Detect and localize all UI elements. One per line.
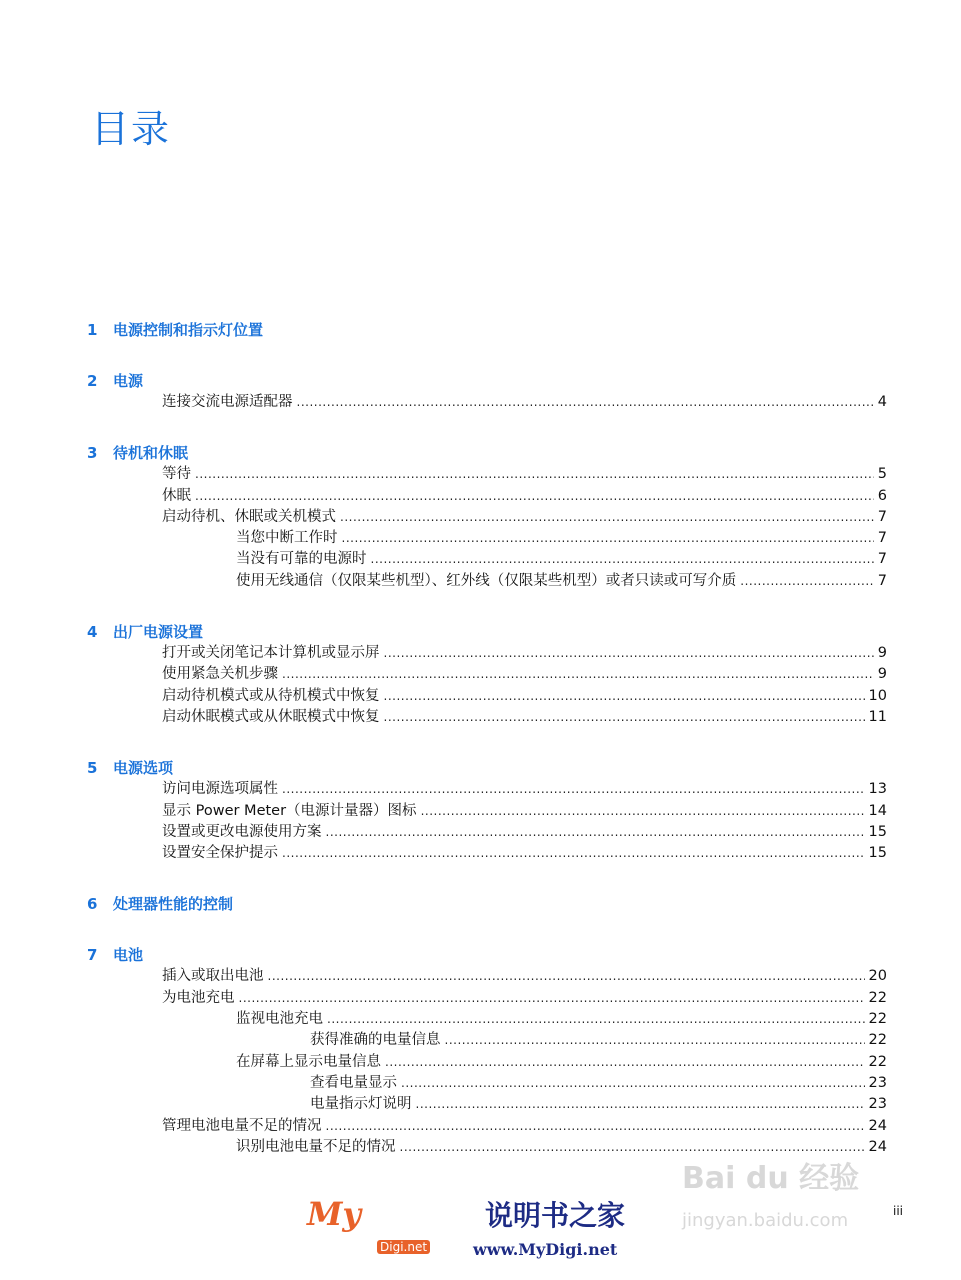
dot-leader [326, 822, 865, 843]
entry-label: 设置或更改电源使用方案 [162, 823, 322, 840]
entry-label: 启动待机模式或从待机模式中恢复 [162, 687, 380, 704]
dot-leader [421, 801, 865, 822]
page-title: 目录 [91, 107, 172, 151]
toc-entry[interactable] [0, 392, 961, 413]
entry-page: 9 [877, 645, 887, 662]
chapter-title[interactable]: 电池 [113, 946, 144, 965]
chapter-heading[interactable] [0, 621, 961, 643]
entry-label: 获得准确的电量信息 [310, 1032, 441, 1049]
chapter-number: 3 [87, 444, 98, 463]
chapter-title[interactable]: 出厂电源设置 [113, 623, 204, 642]
page-number: iii [893, 1204, 904, 1218]
entry-label: 查看电量显示 [310, 1074, 397, 1091]
chapter-number: 7 [87, 946, 98, 965]
toc-entry[interactable] [0, 988, 961, 1009]
chapter-number: 1 [87, 321, 98, 339]
watermark-brand: Bai du 经验 [682, 1161, 860, 1196]
entry-label: 插入或取出电池 [162, 968, 264, 985]
entry-page: 22 [868, 1011, 887, 1028]
dot-leader [326, 1116, 865, 1137]
entry-label: 启动待机、休眠或关机模式 [162, 508, 336, 525]
entry-page: 9 [877, 666, 887, 683]
entry-label: 管理电池电量不足的情况 [162, 1117, 322, 1134]
watermark-url: jingyan.baidu.com [682, 1210, 849, 1231]
chapter-number: 6 [87, 895, 98, 914]
toc-chapter [0, 893, 961, 915]
entry-page: 15 [868, 823, 887, 840]
entry-label: 等待 [162, 466, 191, 483]
toc-chapter [0, 621, 961, 728]
entry-page: 22 [868, 1053, 887, 1070]
dot-leader [342, 528, 874, 549]
logo-my: My [307, 1195, 362, 1233]
entry-label: 设置安全保护提示 [162, 845, 278, 862]
toc-entry[interactable] [0, 1009, 961, 1030]
entry-page: 6 [877, 487, 887, 504]
toc-entry[interactable] [0, 571, 961, 592]
table-of-contents [0, 319, 961, 1158]
toc-entry[interactable] [0, 528, 961, 549]
chapter-title[interactable]: 电源 [113, 372, 144, 390]
dot-leader [239, 988, 865, 1009]
chapter-number: 4 [87, 623, 98, 642]
toc-entry[interactable] [0, 1073, 961, 1094]
entry-page: 4 [877, 394, 887, 410]
chapter-number: 2 [87, 372, 98, 390]
dot-leader [384, 643, 874, 664]
toc-entry[interactable] [0, 843, 961, 864]
toc-entry[interactable] [0, 486, 961, 507]
toc-chapter [0, 757, 961, 864]
entry-page: 15 [868, 845, 887, 862]
dot-leader [371, 549, 874, 570]
dot-leader [445, 1030, 865, 1051]
dot-leader [282, 779, 865, 800]
entry-page: 7 [877, 508, 887, 525]
logo-cn-name: 说明书之家 [485, 1199, 626, 1232]
entry-label: 识别电池电量不足的情况 [236, 1138, 396, 1155]
toc-entry[interactable] [0, 1137, 961, 1158]
toc-entry[interactable] [0, 686, 961, 707]
mydigi-logo [305, 1195, 655, 1264]
entry-page: 5 [877, 466, 887, 483]
dot-leader [384, 686, 865, 707]
entry-label: 连接交流电源适配器 [162, 394, 293, 410]
dot-leader [297, 392, 874, 413]
chapter-title[interactable]: 待机和休眠 [113, 444, 189, 463]
entry-page: 7 [877, 551, 887, 568]
toc-chapter [0, 370, 961, 413]
baidu-watermark [680, 1162, 880, 1242]
entry-page: 23 [868, 1096, 887, 1113]
chapter-heading[interactable] [0, 319, 961, 341]
toc-entry[interactable] [0, 507, 961, 528]
dot-leader [195, 486, 874, 507]
entry-page: 22 [868, 1032, 887, 1049]
chapter-heading[interactable] [0, 944, 961, 966]
chapter-heading[interactable] [0, 370, 961, 392]
entry-page: 10 [868, 687, 887, 704]
entry-label: 显示 Power Meter（电源计量器）图标 [162, 802, 417, 819]
entry-label: 访问电源选项属性 [162, 781, 278, 798]
dot-leader [282, 664, 874, 685]
entry-label: 在屏幕上显示电量信息 [236, 1053, 381, 1070]
toc-entry[interactable] [0, 1030, 961, 1051]
dot-leader [327, 1009, 865, 1030]
entry-page: 22 [868, 989, 887, 1006]
dot-leader [740, 571, 874, 592]
entry-label: 休眠 [162, 487, 191, 504]
chapter-heading[interactable] [0, 757, 961, 779]
toc-entry[interactable] [0, 801, 961, 822]
entry-page: 14 [868, 802, 887, 819]
entry-label: 为电池充电 [162, 989, 235, 1006]
entry-label: 当没有可靠的电源时 [236, 551, 367, 568]
entry-label: 使用无线通信（仅限某些机型）、红外线（仅限某些机型）或者只读或可写介质 [236, 572, 737, 589]
chapter-title[interactable]: 电源选项 [113, 759, 174, 778]
chapter-heading[interactable] [0, 442, 961, 464]
toc-entry[interactable] [0, 1094, 961, 1115]
toc-entry[interactable] [0, 464, 961, 485]
toc-entry[interactable] [0, 1052, 961, 1073]
entry-label: 电量指示灯说明 [310, 1096, 412, 1113]
entry-page: 11 [868, 708, 887, 725]
entry-page: 7 [877, 530, 887, 547]
chapter-title[interactable]: 处理器性能的控制 [113, 895, 234, 914]
logo-url: www.MyDigi.net [473, 1240, 618, 1259]
entry-label: 监视电池充电 [236, 1011, 323, 1028]
entry-page: 20 [868, 968, 887, 985]
dot-leader [384, 707, 865, 728]
entry-page: 24 [868, 1117, 887, 1134]
dot-leader [340, 507, 874, 528]
dot-leader [282, 843, 865, 864]
entry-page: 13 [868, 781, 887, 798]
toc-entry[interactable] [0, 664, 961, 685]
entry-label: 使用紧急关机步骤 [162, 666, 278, 683]
entry-page: 24 [868, 1138, 887, 1155]
toc-entry[interactable] [0, 966, 961, 987]
entry-label: 当您中断工作时 [236, 530, 338, 547]
dot-leader [400, 1137, 865, 1158]
toc-entry[interactable] [0, 643, 961, 664]
dot-leader [385, 1052, 865, 1073]
chapter-title[interactable]: 电源控制和指示灯位置 [113, 321, 264, 339]
logo-digi: Digi.net [377, 1240, 430, 1254]
toc-entry[interactable] [0, 779, 961, 800]
toc-entry[interactable] [0, 707, 961, 728]
toc-chapter [0, 944, 961, 1158]
dot-leader [401, 1073, 865, 1094]
dot-leader [268, 966, 865, 987]
toc-entry[interactable] [0, 822, 961, 843]
dot-leader [416, 1094, 865, 1115]
entry-label: 打开或关闭笔记本计算机或显示屏 [162, 645, 380, 662]
toc-chapter [0, 442, 961, 592]
chapter-number: 5 [87, 759, 98, 778]
dot-leader [195, 464, 874, 485]
entry-page: 7 [877, 572, 887, 589]
entry-page: 23 [868, 1074, 887, 1091]
toc-chapter [0, 319, 961, 341]
toc-entry[interactable] [0, 1116, 961, 1137]
entry-label: 启动休眠模式或从休眠模式中恢复 [162, 708, 380, 725]
chapter-heading[interactable] [0, 893, 961, 915]
toc-entry[interactable] [0, 549, 961, 570]
